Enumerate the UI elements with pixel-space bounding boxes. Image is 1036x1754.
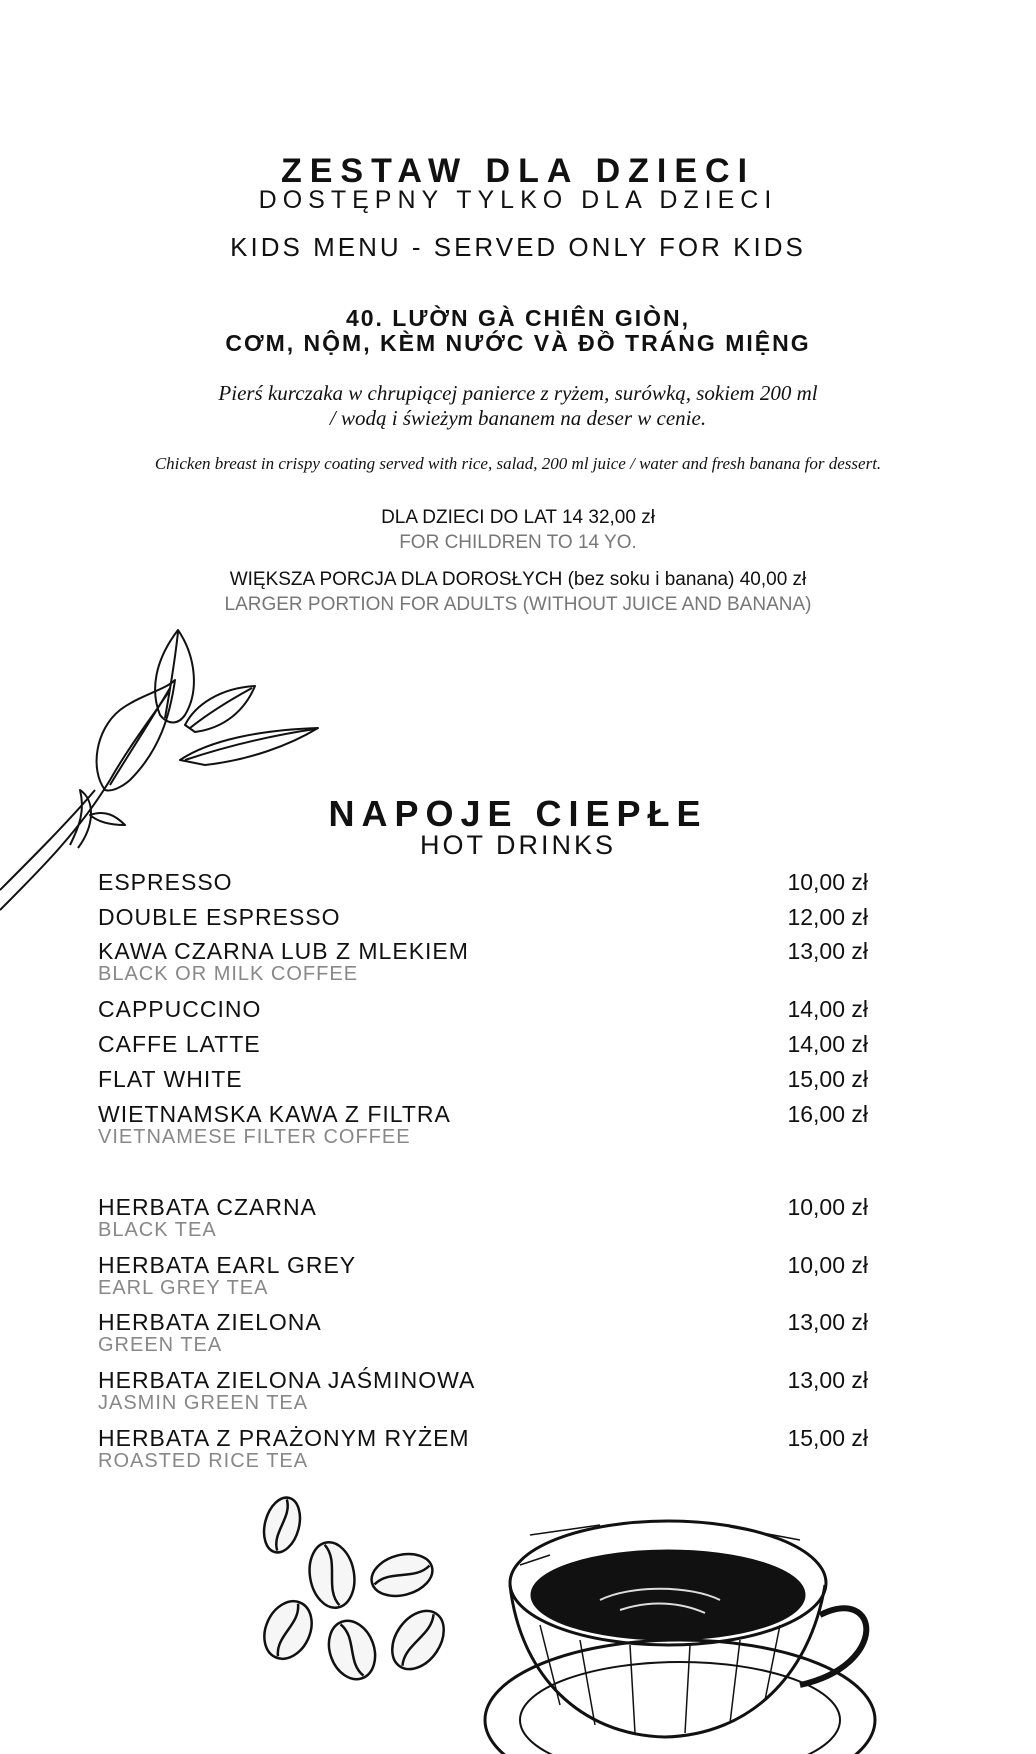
kids-dish-description-pl	[0, 381, 1036, 431]
menu-item-translation: GREEN TEA	[98, 1334, 223, 1356]
menu-item-translation: EARL GREY TEA	[98, 1277, 269, 1299]
adult-portion-price: WIĘKSZA PORCJA DLA DOROSŁYCH (bez soku i banana) 40,00 zł	[229, 569, 807, 590]
menu-item-price: 10,00 zł	[787, 1194, 868, 1220]
menu-item-translation: ROASTED RICE TEA	[98, 1450, 309, 1472]
kids-dish-name-line2: CƠM, NỘM, KÈM NƯỚC VÀ ĐỒ TRÁNG MIỆNG	[225, 330, 811, 356]
menu-item-translation: BLACK TEA	[98, 1219, 217, 1241]
menu-item-name: WIETNAMSKA KAWA Z FILTRA	[98, 1101, 451, 1127]
kids-dish-description-pl-line1: Pierś kurczaka w chrupiącej panierce z ryżem, surówką, sokiem 200 ml	[218, 381, 818, 405]
kids-menu-title: ZESTAW DLA DZIECI	[280, 152, 756, 190]
kids-menu-subtitle-pl: DOSTĘPNY TYLKO DLA DZIECI	[258, 186, 778, 214]
menu-item-price: 14,00 zł	[787, 1031, 868, 1057]
kids-dish-description-en: Chicken breast in crispy coating served with rice, salad, 200 ml juice / water and fresh banana for dessert.	[154, 454, 882, 473]
coffee-cup-illustration-icon	[480, 1505, 880, 1754]
menu-item-name: CAFFE LATTE	[98, 1031, 261, 1057]
menu-item-price: 10,00 zł	[787, 1252, 868, 1278]
menu-item-price: 13,00 zł	[787, 1309, 868, 1335]
kids-dish-description-pl-line2: / wodą i świeżym bananem na deser w cenie.	[329, 406, 707, 430]
menu-item-price: 13,00 zł	[787, 938, 868, 964]
menu-item-price: 15,00 zł	[787, 1425, 868, 1451]
hot-drinks-subtitle: HOT DRINKS	[419, 830, 617, 860]
menu-item-price: 10,00 zł	[787, 869, 868, 895]
kids-dish-name	[0, 306, 1036, 356]
menu-item-price: 14,00 zł	[787, 996, 868, 1022]
menu-item-name: KAWA CZARNA LUB Z MLEKIEM	[98, 938, 469, 964]
menu-item-price: 12,00 zł	[787, 904, 868, 930]
menu-item-translation: BLACK OR MILK COFFEE	[98, 963, 359, 985]
menu-item-name: ESPRESSO	[98, 869, 233, 895]
menu-item-name: FLAT WHITE	[98, 1066, 243, 1092]
hot-drinks-title: NAPOJE CIEPŁE	[328, 793, 708, 834]
menu-item-name: HERBATA ZIELONA JAŚMINOWA	[98, 1367, 476, 1393]
menu-item-name: CAPPUCCINO	[98, 996, 262, 1022]
menu-item-name: HERBATA Z PRAŻONYM RYŻEM	[98, 1425, 470, 1451]
menu-item-name: HERBATA CZARNA	[98, 1194, 317, 1220]
menu-item-name: HERBATA EARL GREY	[98, 1252, 357, 1278]
kids-price: DLA DZIECI DO LAT 14 32,00 zł	[381, 507, 655, 528]
kids-menu-subtitle-en: KIDS MENU - SERVED ONLY FOR KIDS	[230, 232, 806, 262]
menu-item-name: DOUBLE ESPRESSO	[98, 904, 341, 930]
kids-price-en: FOR CHILDREN TO 14 YO.	[399, 532, 637, 553]
menu-item-price: 13,00 zł	[787, 1367, 868, 1393]
menu-item-price: 15,00 zł	[787, 1066, 868, 1092]
menu-item-price: 16,00 zł	[787, 1101, 868, 1127]
menu-item-translation: VIETNAMESE FILTER COFFEE	[98, 1126, 411, 1148]
adult-portion-price-en: LARGER PORTION FOR ADULTS (WITHOUT JUICE AND BANANA)	[224, 594, 812, 615]
kids-dish-name-line1: 40. LƯỜN GÀ CHIÊN GIÒN,	[345, 305, 691, 331]
menu-item-translation: JASMIN GREEN TEA	[98, 1392, 309, 1414]
coffee-beans-illustration-icon	[250, 1485, 460, 1685]
menu-item-name: HERBATA ZIELONA	[98, 1309, 322, 1335]
